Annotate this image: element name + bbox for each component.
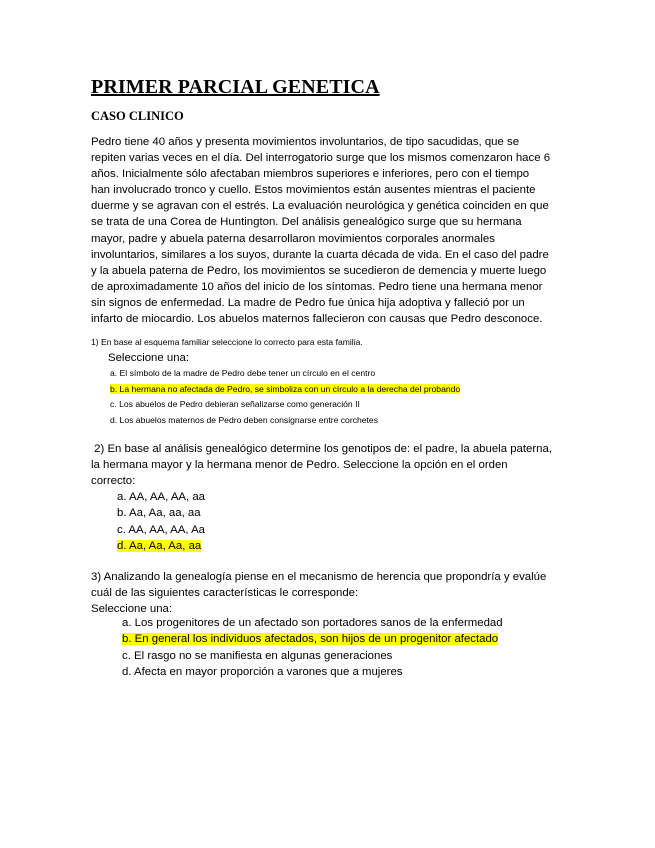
question-3-option-a: a. Los progenitores de un afectado son portadores sanos de la enfermedad: [122, 617, 503, 629]
question-3-line: cuál de las siguientes características le corresponde:: [91, 587, 359, 599]
question-3-select-label: Seleccione una:: [91, 603, 173, 615]
case-line: sin signos de enfermedad. La madre de Pedro fue única hija adoptiva y falleció por un: [91, 296, 525, 309]
highlighted-answer: d. Aa, Aa, Aa, aa: [117, 540, 202, 553]
case-line: duerme y se agravan con el estrés. La evaluación neurológica y genética coinciden en que: [91, 200, 549, 213]
question-3-line: 3) Analizando la genealogía piense en el mecanismo de herencia que propondría y evalúe: [91, 571, 547, 583]
case-line: repiten varias veces en el día. Del interrogatorio surge que los mismos comenzaron hace 6: [91, 152, 551, 165]
question-2-option-a: a. AA, AA, AA, aa: [117, 491, 206, 503]
question-1-option-c: c. Los abuelos de Pedro debieran señalizarse como generación II: [110, 399, 360, 410]
case-line: mayor, padre y abuela paterna desarrollaron movimientos corporales anormales: [91, 232, 495, 245]
case-line: han involucrado tronco y cuello. Estos movimientos están ausentes mientras el paciente: [91, 184, 536, 197]
question-1-options: [110, 366, 460, 428]
question-2-option-b: b. Aa, Aa, aa, aa: [117, 507, 201, 520]
highlighted-answer: b. En general los individuos afectados, son hijos de un progenitor afectado: [122, 633, 499, 646]
question-3-option-d: d. Afecta en mayor proporción a varones que a mujeres: [122, 666, 403, 679]
case-paragraph: [91, 134, 569, 327]
question-3-option-c: c. El rasgo no se manifiesta en algunas generaciones: [122, 649, 393, 662]
case-line: involuntarios, similares a los suyos, durante la cuarta década de vida. En el caso del padre: [91, 248, 549, 261]
case-line: años. Inicialmente sólo afectaban miembros superiores e inferiores, pero con el tiempo: [91, 168, 530, 181]
question-1-option-a: a. El símbolo de la madre de Pedro debe tener un círculo en el centro: [110, 368, 376, 378]
question-1-prompt: 1) En base al esquema familiar seleccione lo correcto para esta familia.: [91, 337, 363, 347]
question-2-option-c: c. AA, AA, AA, Aa: [117, 523, 206, 536]
question-2-prompt: [91, 441, 552, 490]
question-2-line: 2) En base al análisis genealógico determine los genotipos de: el padre, la abuela paterna,: [91, 443, 552, 455]
question-3-option-b-highlighted: [122, 631, 503, 647]
question-1-option-b-highlighted: [110, 382, 460, 398]
case-line: y la abuela paterna de Pedro, los movimientos se sucedieron de demencia y muerte luego: [91, 264, 547, 277]
question-1-select-label: Seleccione una:: [108, 352, 190, 364]
section-heading: CASO CLINICO: [91, 109, 184, 123]
question-3-options: [122, 615, 503, 681]
question-2-line: la hermana mayor y la hermana menor de Pedro. Seleccione la opción en el orden: [91, 459, 508, 472]
case-line: de aproximadamente 10 años del inicio de los síntomas. Pedro tiene una hermana menor: [91, 280, 543, 293]
question-3-prompt: [91, 569, 546, 617]
page-title: PRIMER PARCIAL GENETICA: [91, 76, 380, 98]
case-line: infarto de miocardio. Los abuelos maternos fallecieron con causas que Pedro desconoce.: [91, 313, 543, 326]
question-2-option-d-highlighted: [117, 538, 205, 554]
question-1-option-d: d. Los abuelos maternos de Pedro deben consignarse entre corchetes: [110, 414, 379, 425]
case-line: se trata de una Corea de Huntington. Del análisis genealógico surge que su hermana: [91, 216, 522, 229]
question-2-options: [117, 489, 205, 555]
highlighted-answer: b. La hermana no afectada de Pedro, se simboliza con un círculo a la derecha del probando: [110, 383, 461, 394]
case-line: Pedro tiene 40 años y presenta movimientos involuntarios, de tipo sacudidas, que se: [91, 136, 520, 148]
question-2-line: correcto:: [91, 475, 136, 488]
